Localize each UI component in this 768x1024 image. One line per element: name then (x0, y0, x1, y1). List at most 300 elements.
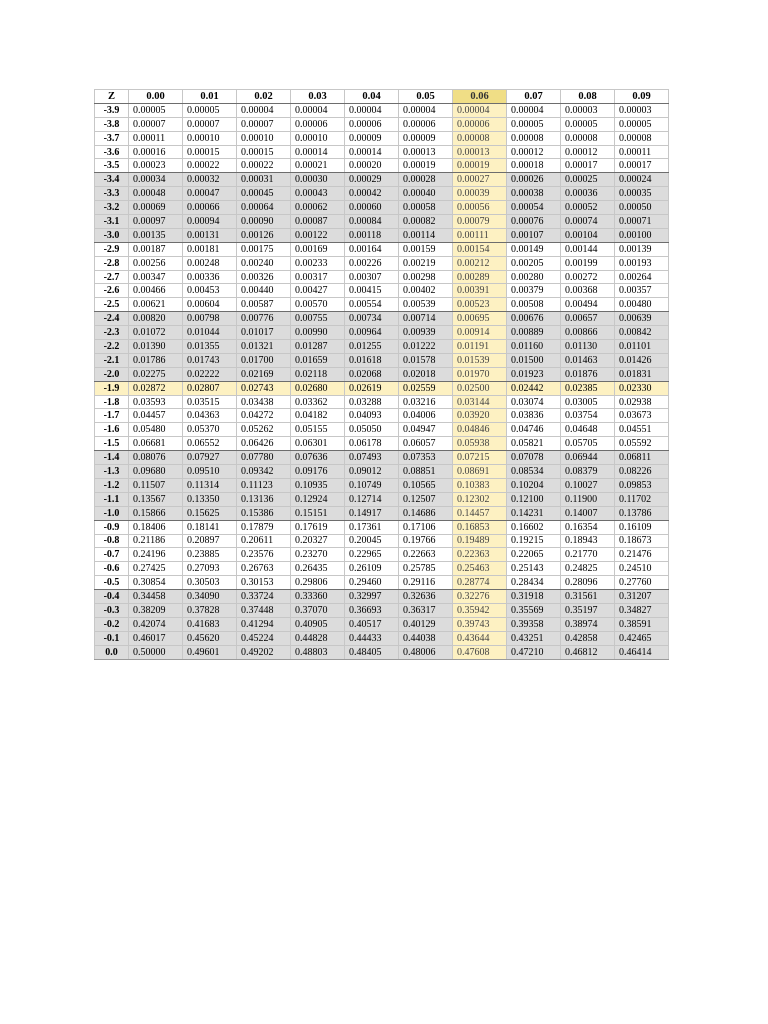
probability-cell: 0.09176 (291, 465, 345, 479)
z-value-cell: -3.9 (95, 103, 129, 117)
table-row (95, 131, 669, 145)
probability-cell: 0.00336 (183, 270, 237, 284)
probability-cell: 0.00226 (345, 256, 399, 270)
probability-cell: 0.06944 (561, 451, 615, 465)
probability-cell: 0.16602 (507, 520, 561, 534)
probability-cell: 0.03515 (183, 395, 237, 409)
probability-cell: 0.00122 (291, 228, 345, 242)
probability-cell: 0.00030 (291, 173, 345, 187)
probability-cell: 0.00164 (345, 242, 399, 256)
probability-cell: 0.02938 (615, 395, 669, 409)
probability-cell: 0.17619 (291, 520, 345, 534)
probability-cell: 0.42465 (615, 631, 669, 645)
z-value-cell: -1.1 (95, 492, 129, 506)
probability-cell: 0.04093 (345, 409, 399, 423)
z-value-cell: -3.7 (95, 131, 129, 145)
z-value-cell: -0.1 (95, 631, 129, 645)
probability-cell: 0.42074 (129, 617, 183, 631)
probability-cell: 0.00004 (453, 103, 507, 117)
probability-cell: 0.21770 (561, 548, 615, 562)
probability-cell: 0.07780 (237, 451, 291, 465)
probability-cell: 0.20327 (291, 534, 345, 548)
probability-cell: 0.00010 (291, 131, 345, 145)
probability-cell: 0.24825 (561, 562, 615, 576)
probability-cell: 0.02680 (291, 381, 345, 395)
probability-cell: 0.34090 (183, 590, 237, 604)
probability-cell: 0.07353 (399, 451, 453, 465)
probability-cell: 0.00084 (345, 215, 399, 229)
probability-cell: 0.30854 (129, 576, 183, 590)
probability-cell: 0.00139 (615, 242, 669, 256)
probability-cell: 0.00047 (183, 187, 237, 201)
probability-cell: 0.02018 (399, 367, 453, 381)
z-value-cell: -3.3 (95, 187, 129, 201)
probability-cell: 0.01160 (507, 340, 561, 354)
probability-cell: 0.00008 (507, 131, 561, 145)
probability-cell: 0.00022 (183, 159, 237, 173)
probability-cell: 0.08851 (399, 465, 453, 479)
probability-cell: 0.08076 (129, 451, 183, 465)
probability-cell: 0.00028 (399, 173, 453, 187)
probability-cell: 0.00939 (399, 326, 453, 340)
probability-cell: 0.09342 (237, 465, 291, 479)
probability-cell: 0.07636 (291, 451, 345, 465)
probability-cell: 0.26435 (291, 562, 345, 576)
table-row (95, 117, 669, 131)
probability-cell: 0.19766 (399, 534, 453, 548)
z-value-cell: -0.2 (95, 617, 129, 631)
probability-cell: 0.00023 (129, 159, 183, 173)
probability-cell: 0.06811 (615, 451, 669, 465)
probability-cell: 0.47210 (507, 645, 561, 659)
probability-cell: 0.00014 (291, 145, 345, 159)
probability-cell: 0.00035 (615, 187, 669, 201)
probability-cell: 0.10204 (507, 478, 561, 492)
probability-cell: 0.00914 (453, 326, 507, 340)
z-value-cell: -2.7 (95, 270, 129, 284)
table-row (95, 478, 669, 492)
probability-cell: 0.50000 (129, 645, 183, 659)
probability-cell: 0.00029 (345, 173, 399, 187)
z-value-cell: -0.5 (95, 576, 129, 590)
z-value-cell: -2.6 (95, 284, 129, 298)
probability-cell: 0.05050 (345, 423, 399, 437)
probability-cell: 0.00570 (291, 298, 345, 312)
probability-cell: 0.18406 (129, 520, 183, 534)
z-value-cell: -3.5 (95, 159, 129, 173)
probability-cell: 0.18141 (183, 520, 237, 534)
table-row (95, 367, 669, 381)
table-row (95, 506, 669, 520)
probability-cell: 0.00010 (183, 131, 237, 145)
probability-cell: 0.00990 (291, 326, 345, 340)
probability-cell: 0.10935 (291, 478, 345, 492)
header-row (95, 90, 669, 104)
probability-cell: 0.06681 (129, 437, 183, 451)
probability-cell: 0.00036 (561, 187, 615, 201)
probability-cell: 0.03005 (561, 395, 615, 409)
probability-cell: 0.11314 (183, 478, 237, 492)
probability-cell: 0.02559 (399, 381, 453, 395)
probability-cell: 0.01539 (453, 353, 507, 367)
table-row (95, 312, 669, 326)
probability-cell: 0.00069 (129, 201, 183, 215)
probability-cell: 0.01191 (453, 340, 507, 354)
probability-cell: 0.00079 (453, 215, 507, 229)
probability-cell: 0.00866 (561, 326, 615, 340)
probability-cell: 0.47608 (453, 645, 507, 659)
probability-cell: 0.13350 (183, 492, 237, 506)
probability-cell: 0.02275 (129, 367, 183, 381)
probability-cell: 0.03074 (507, 395, 561, 409)
z-value-cell: -2.3 (95, 326, 129, 340)
probability-cell: 0.00016 (129, 145, 183, 159)
column-header: 0.09 (615, 90, 669, 104)
probability-cell: 0.06057 (399, 437, 453, 451)
probability-cell: 0.13136 (237, 492, 291, 506)
z-value-cell: -0.4 (95, 590, 129, 604)
probability-cell: 0.11900 (561, 492, 615, 506)
probability-cell: 0.23885 (183, 548, 237, 562)
probability-cell: 0.35942 (453, 603, 507, 617)
column-header: 0.01 (183, 90, 237, 104)
probability-cell: 0.00043 (291, 187, 345, 201)
probability-cell: 0.00453 (183, 284, 237, 298)
probability-cell: 0.00004 (399, 103, 453, 117)
z-value-cell: -1.3 (95, 465, 129, 479)
probability-cell: 0.24510 (615, 562, 669, 576)
probability-cell: 0.12714 (345, 492, 399, 506)
probability-cell: 0.01321 (237, 340, 291, 354)
probability-cell: 0.45224 (237, 631, 291, 645)
probability-cell: 0.00005 (183, 103, 237, 117)
z-value-cell: -1.5 (95, 437, 129, 451)
probability-cell: 0.14686 (399, 506, 453, 520)
probability-cell: 0.00006 (399, 117, 453, 131)
probability-cell: 0.02807 (183, 381, 237, 395)
probability-cell: 0.15386 (237, 506, 291, 520)
table-row (95, 603, 669, 617)
probability-cell: 0.37448 (237, 603, 291, 617)
probability-cell: 0.40905 (291, 617, 345, 631)
probability-cell: 0.00104 (561, 228, 615, 242)
table-row (95, 520, 669, 534)
probability-cell: 0.00009 (399, 131, 453, 145)
probability-cell: 0.00019 (399, 159, 453, 173)
probability-cell: 0.23576 (237, 548, 291, 562)
probability-cell: 0.44828 (291, 631, 345, 645)
table-row (95, 187, 669, 201)
z-value-cell: -2.2 (95, 340, 129, 354)
table-row (95, 326, 669, 340)
probability-cell: 0.00149 (507, 242, 561, 256)
probability-cell: 0.00240 (237, 256, 291, 270)
table-row (95, 562, 669, 576)
probability-cell: 0.28434 (507, 576, 561, 590)
z-value-cell: -2.8 (95, 256, 129, 270)
column-header: 0.05 (399, 90, 453, 104)
probability-cell: 0.31918 (507, 590, 561, 604)
probability-cell: 0.00159 (399, 242, 453, 256)
probability-cell: 0.33360 (291, 590, 345, 604)
probability-cell: 0.24196 (129, 548, 183, 562)
column-header: 0.02 (237, 90, 291, 104)
probability-cell: 0.49202 (237, 645, 291, 659)
table-row (95, 103, 669, 117)
probability-cell: 0.00317 (291, 270, 345, 284)
probability-cell: 0.00004 (237, 103, 291, 117)
probability-cell: 0.00111 (453, 228, 507, 242)
probability-cell: 0.00071 (615, 215, 669, 229)
column-header: 0.08 (561, 90, 615, 104)
probability-cell: 0.00026 (507, 173, 561, 187)
probability-cell: 0.05262 (237, 423, 291, 437)
probability-cell: 0.00734 (345, 312, 399, 326)
probability-cell: 0.34827 (615, 603, 669, 617)
probability-cell: 0.01743 (183, 353, 237, 367)
probability-cell: 0.25785 (399, 562, 453, 576)
probability-cell: 0.00154 (453, 242, 507, 256)
probability-cell: 0.44038 (399, 631, 453, 645)
probability-cell: 0.02743 (237, 381, 291, 395)
probability-cell: 0.00005 (507, 117, 561, 131)
probability-cell: 0.05370 (183, 423, 237, 437)
probability-cell: 0.00193 (615, 256, 669, 270)
probability-cell: 0.00045 (237, 187, 291, 201)
probability-cell: 0.20611 (237, 534, 291, 548)
probability-cell: 0.00011 (129, 131, 183, 145)
probability-cell: 0.09853 (615, 478, 669, 492)
probability-cell: 0.00012 (507, 145, 561, 159)
probability-cell: 0.01659 (291, 353, 345, 367)
probability-cell: 0.01700 (237, 353, 291, 367)
probability-cell: 0.00024 (615, 173, 669, 187)
probability-cell: 0.10565 (399, 478, 453, 492)
z-value-cell: -2.9 (95, 242, 129, 256)
probability-cell: 0.18673 (615, 534, 669, 548)
probability-cell: 0.00007 (129, 117, 183, 131)
probability-cell: 0.16354 (561, 520, 615, 534)
probability-cell: 0.00466 (129, 284, 183, 298)
probability-cell: 0.32636 (399, 590, 453, 604)
probability-cell: 0.00019 (453, 159, 507, 173)
z-value-cell: -0.3 (95, 603, 129, 617)
probability-cell: 0.26763 (237, 562, 291, 576)
probability-cell: 0.15151 (291, 506, 345, 520)
probability-cell: 0.00052 (561, 201, 615, 215)
probability-cell: 0.00021 (291, 159, 345, 173)
probability-cell: 0.02619 (345, 381, 399, 395)
probability-cell: 0.03288 (345, 395, 399, 409)
probability-cell: 0.12100 (507, 492, 561, 506)
probability-cell: 0.03144 (453, 395, 507, 409)
probability-cell: 0.00039 (453, 187, 507, 201)
probability-cell: 0.14231 (507, 506, 561, 520)
probability-cell: 0.12302 (453, 492, 507, 506)
probability-cell: 0.20897 (183, 534, 237, 548)
table-row (95, 242, 669, 256)
table-row (95, 590, 669, 604)
table-row (95, 631, 669, 645)
probability-cell: 0.15866 (129, 506, 183, 520)
probability-cell: 0.01101 (615, 340, 669, 354)
probability-cell: 0.00248 (183, 256, 237, 270)
probability-cell: 0.12924 (291, 492, 345, 506)
z-value-cell: -3.8 (95, 117, 129, 131)
probability-cell: 0.00175 (237, 242, 291, 256)
probability-cell: 0.00402 (399, 284, 453, 298)
probability-cell: 0.04648 (561, 423, 615, 437)
probability-cell: 0.01923 (507, 367, 561, 381)
probability-cell: 0.14917 (345, 506, 399, 520)
probability-cell: 0.00007 (237, 117, 291, 131)
column-header: 0.06 (453, 90, 507, 104)
probability-cell: 0.00604 (183, 298, 237, 312)
table-row (95, 645, 669, 659)
probability-cell: 0.32276 (453, 590, 507, 604)
probability-cell: 0.00621 (129, 298, 183, 312)
probability-cell: 0.09680 (129, 465, 183, 479)
probability-cell: 0.00233 (291, 256, 345, 270)
probability-cell: 0.12507 (399, 492, 453, 506)
probability-cell: 0.05155 (291, 423, 345, 437)
probability-cell: 0.43644 (453, 631, 507, 645)
probability-cell: 0.00440 (237, 284, 291, 298)
z-value-cell: -3.2 (95, 201, 129, 215)
probability-cell: 0.32997 (345, 590, 399, 604)
table-row (95, 256, 669, 270)
probability-cell: 0.02169 (237, 367, 291, 381)
table-row (95, 492, 669, 506)
z-value-cell: -1.9 (95, 381, 129, 395)
probability-cell: 0.48803 (291, 645, 345, 659)
table-row (95, 201, 669, 215)
probability-cell: 0.00889 (507, 326, 561, 340)
probability-cell: 0.01426 (615, 353, 669, 367)
probability-cell: 0.00011 (615, 145, 669, 159)
probability-cell: 0.38209 (129, 603, 183, 617)
probability-cell: 0.00004 (291, 103, 345, 117)
probability-cell: 0.29460 (345, 576, 399, 590)
probability-cell: 0.01786 (129, 353, 183, 367)
probability-cell: 0.01355 (183, 340, 237, 354)
probability-cell: 0.29116 (399, 576, 453, 590)
probability-cell: 0.30153 (237, 576, 291, 590)
probability-cell: 0.01130 (561, 340, 615, 354)
z-value-cell: -1.7 (95, 409, 129, 423)
probability-cell: 0.14007 (561, 506, 615, 520)
probability-cell: 0.00427 (291, 284, 345, 298)
z-value-cell: -0.8 (95, 534, 129, 548)
z-value-cell: -1.6 (95, 423, 129, 437)
probability-cell: 0.00657 (561, 312, 615, 326)
probability-cell: 0.00539 (399, 298, 453, 312)
probability-cell: 0.11702 (615, 492, 669, 506)
table-body (95, 103, 669, 659)
table-row (95, 381, 669, 395)
probability-cell: 0.00018 (507, 159, 561, 173)
probability-cell: 0.00006 (453, 117, 507, 131)
probability-cell: 0.06552 (183, 437, 237, 451)
probability-cell: 0.00014 (345, 145, 399, 159)
probability-cell: 0.00212 (453, 256, 507, 270)
probability-cell: 0.00005 (615, 117, 669, 131)
table-row (95, 423, 669, 437)
probability-cell: 0.37070 (291, 603, 345, 617)
probability-cell: 0.00256 (129, 256, 183, 270)
probability-cell: 0.00298 (399, 270, 453, 284)
probability-cell: 0.00038 (507, 187, 561, 201)
probability-cell: 0.13567 (129, 492, 183, 506)
probability-cell: 0.01017 (237, 326, 291, 340)
probability-cell: 0.01255 (345, 340, 399, 354)
probability-cell: 0.00131 (183, 228, 237, 242)
probability-cell: 0.10383 (453, 478, 507, 492)
probability-cell: 0.00066 (183, 201, 237, 215)
probability-cell: 0.05821 (507, 437, 561, 451)
probability-cell: 0.23270 (291, 548, 345, 562)
z-value-cell: -0.9 (95, 520, 129, 534)
table-row (95, 617, 669, 631)
probability-cell: 0.43251 (507, 631, 561, 645)
probability-cell: 0.00107 (507, 228, 561, 242)
probability-cell: 0.03216 (399, 395, 453, 409)
probability-cell: 0.00169 (291, 242, 345, 256)
table-row (95, 340, 669, 354)
probability-cell: 0.02330 (615, 381, 669, 395)
probability-cell: 0.42858 (561, 631, 615, 645)
probability-cell: 0.00087 (291, 215, 345, 229)
probability-cell: 0.01500 (507, 353, 561, 367)
column-header: 0.04 (345, 90, 399, 104)
probability-cell: 0.00027 (453, 173, 507, 187)
probability-cell: 0.21476 (615, 548, 669, 562)
probability-cell: 0.00054 (507, 201, 561, 215)
table-row (95, 548, 669, 562)
probability-cell: 0.00005 (129, 103, 183, 117)
probability-cell: 0.03754 (561, 409, 615, 423)
probability-cell: 0.19489 (453, 534, 507, 548)
probability-cell: 0.22965 (345, 548, 399, 562)
probability-cell: 0.27425 (129, 562, 183, 576)
probability-cell: 0.02222 (183, 367, 237, 381)
probability-cell: 0.00508 (507, 298, 561, 312)
z-table (94, 89, 669, 660)
probability-cell: 0.00050 (615, 201, 669, 215)
probability-cell: 0.00114 (399, 228, 453, 242)
probability-cell: 0.46414 (615, 645, 669, 659)
probability-cell: 0.00017 (615, 159, 669, 173)
probability-cell: 0.00020 (345, 159, 399, 173)
probability-cell: 0.27760 (615, 576, 669, 590)
probability-cell: 0.04457 (129, 409, 183, 423)
probability-cell: 0.49601 (183, 645, 237, 659)
probability-cell: 0.45620 (183, 631, 237, 645)
probability-cell: 0.03438 (237, 395, 291, 409)
column-header-z: Z (95, 90, 129, 104)
probability-cell: 0.00031 (237, 173, 291, 187)
table-row (95, 409, 669, 423)
probability-cell: 0.02118 (291, 367, 345, 381)
probability-cell: 0.04846 (453, 423, 507, 437)
probability-cell: 0.31207 (615, 590, 669, 604)
probability-cell: 0.03673 (615, 409, 669, 423)
probability-cell: 0.03920 (453, 409, 507, 423)
probability-cell: 0.00013 (453, 145, 507, 159)
probability-cell: 0.17879 (237, 520, 291, 534)
probability-cell: 0.01831 (615, 367, 669, 381)
probability-cell: 0.00587 (237, 298, 291, 312)
